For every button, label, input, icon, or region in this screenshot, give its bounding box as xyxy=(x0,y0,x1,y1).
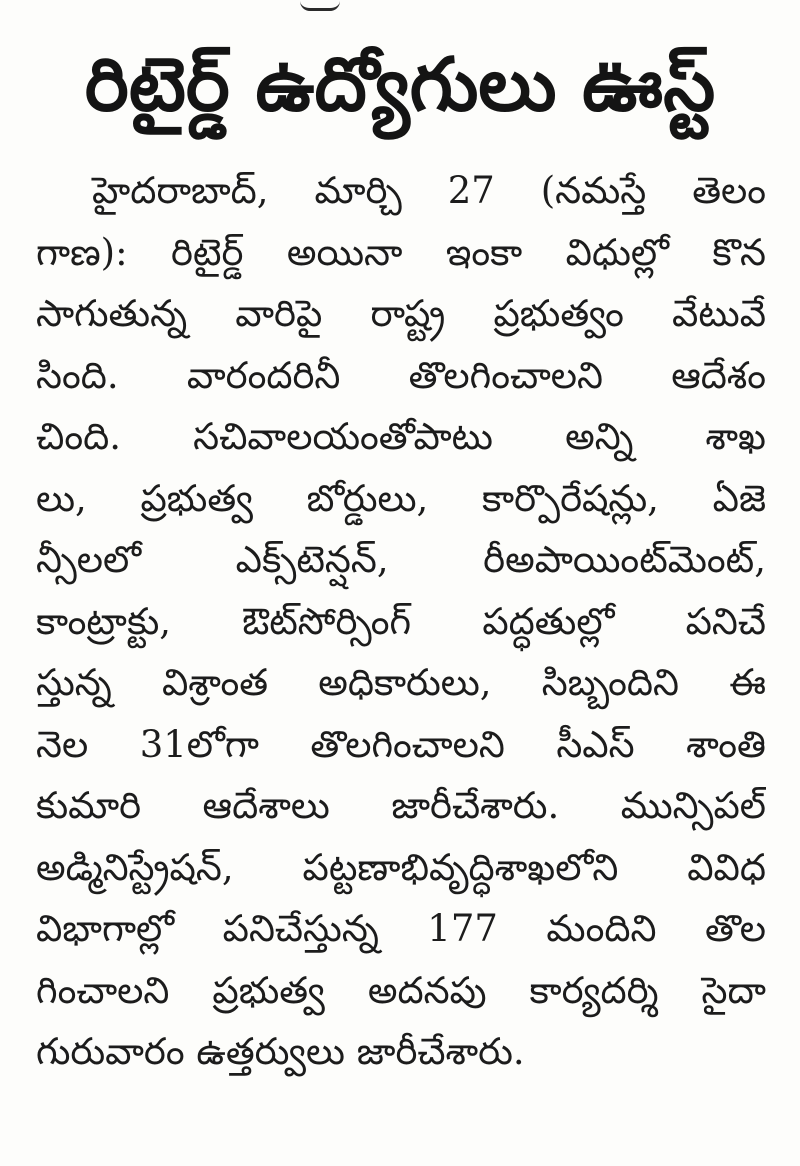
article-line: హైదరాబాద్, మార్చి 27 (నమస్తే తెలం xyxy=(92,169,766,212)
article-line: లు, ప్రభుత్వ బోర్డులు, కార్పొరేషన్లు, ఏజె xyxy=(36,476,766,520)
article-headline: రిటైర్డ్ ఉద్యోగులు ఊస్ట్ xyxy=(84,42,716,128)
article-line: కుమారి ఆదేశాలు జారీచేశారు. మున్సిపల్ xyxy=(36,784,766,827)
article-line: చింది. సచివాలయంతోపాటు అన్ని శాఖ xyxy=(36,415,766,458)
article-line: నెల 31లోగా తొలగించాలని సీఎస్ శాంతి xyxy=(36,722,766,766)
article-line: సాగుతున్న వారిపై రాష్ట్ర ప్రభుత్వం వేటువే xyxy=(36,292,766,335)
article-line: గురువారం ఉత్తర్వులు జారీచేశారు. xyxy=(36,1030,525,1073)
article-line: స్తున్న విశ్రాంత అధికారులు, సిబ్బందిని ఈ xyxy=(36,661,766,704)
article-body xyxy=(36,160,766,1160)
article-line: సింది. వారందరినీ తొలగించాలని ఆదేశం xyxy=(36,353,766,397)
article-line: గించాలని ప్రభుత్వ అదనపు కార్యదర్శి సైదా xyxy=(36,968,766,1012)
article-line: న్సీలలో ఎక్స్‌టెన్షన్, రీఅపాయింట్‌మెంట్, xyxy=(36,538,766,581)
article-line: కాంట్రాక్టు, ఔట్‌సోర్సింగ్ పద్ధతుల్లో పనిచే xyxy=(36,599,766,643)
clipped-top-fragment xyxy=(300,0,340,11)
article-line: గాణ): రిటైర్డ్ అయినా ఇంకా విధుల్లో కొన xyxy=(36,230,766,274)
article-line: అడ్మినిస్ట్రేషన్, పట్టణాభివృద్ధిశాఖలోని వివిధ xyxy=(36,845,766,889)
article-line: విభాగాల్లో పనిచేస్తున్న 177 మందిని తొల xyxy=(36,907,766,950)
